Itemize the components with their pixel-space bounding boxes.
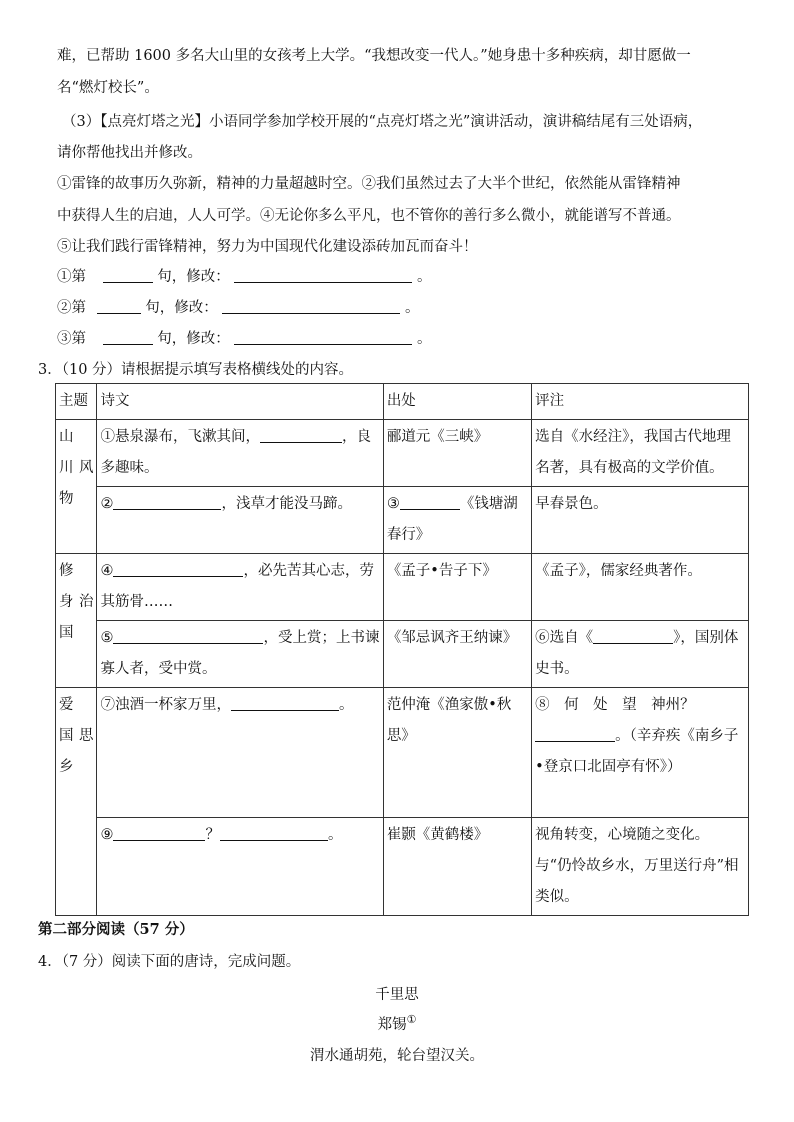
source-cell: 《孟子•告子下》 (383, 554, 531, 621)
topic-cell: 爱 国思乡 (56, 688, 97, 916)
speech-text-3: ⑤让我们践行雷锋精神，努力为中国现代化建设添砖加瓦而奋斗！ (57, 239, 478, 255)
note-cell: 选自《水经注》，我国古代地理名著，具有极高的文学价值。 (532, 420, 749, 487)
q3-title: 3．（10 分）请根据提示填写表格横线处的内容。 (38, 362, 354, 378)
answer-blank-fix[interactable] (234, 330, 412, 345)
header-topic: 主题 (56, 384, 97, 420)
fill-blank[interactable] (113, 495, 221, 510)
poem-cell: ④ ，必先苦其心志，劳其筋骨…… (97, 554, 383, 621)
answer-blank-sentence[interactable] (103, 330, 153, 345)
fill-blank[interactable] (113, 826, 205, 841)
table-row (56, 688, 749, 818)
topic-cell: 山 川风物 (56, 420, 97, 554)
header-poem: 诗文 (97, 384, 383, 420)
speech-text-1: ①雷锋的故事历久弥新，精神的力量超越时空。②我们虽然过去了大半个世纪，依然能从雷锋精神 (57, 176, 681, 192)
part2-heading: 第二部分阅读（57 分） (38, 921, 194, 938)
answer-blank-sentence[interactable] (103, 268, 153, 283)
source-cell: 郦道元《三峡》 (383, 420, 531, 487)
poem-cell: ⑤ ，受上赏；上书谏寡人者，受中赏。 (97, 621, 383, 688)
poem-line-1: 渭水通胡苑，轮台望汉关。 (310, 1048, 484, 1064)
poem-cell: ①悬泉瀑布，飞漱其间， ，良多趣味。 (97, 420, 383, 487)
answer-mark: ②第 (57, 300, 86, 316)
answer-line-2 (57, 296, 419, 317)
footnote-mark: ① (406, 1013, 417, 1027)
note-cell: ⑧ 何 处 望 神州？。（辛弃疾《南乡子•登京口北固亭有怀》） (532, 688, 749, 818)
header-source: 出处 (383, 384, 531, 420)
source-cell: ③ 《钱塘湖春行》 (383, 487, 531, 554)
source-cell: 崔颢《黄鹤楼》 (383, 818, 531, 916)
speech-text-2: 中获得人生的启迪，人人可学。④无论你多么平凡，也不管你的善行多么微小，就能谱写不普通。 (57, 208, 681, 224)
q4-title: 4．（7 分）阅读下面的唐诗，完成问题。 (38, 954, 301, 970)
table-header-row (56, 384, 749, 420)
note-cell: 早春景色。 (532, 487, 749, 554)
header-note: 评注 (532, 384, 749, 420)
answer-line-3 (57, 327, 431, 348)
q3-part3-prompt-1: （3）【点亮灯塔之光】小语同学参加学校开展的“点亮灯塔之光”演讲活动，演讲稿结尾有三处语病， (62, 114, 703, 130)
answer-mid: 句，修改： (157, 331, 230, 347)
table-row (56, 554, 749, 621)
fill-blank[interactable] (535, 727, 615, 742)
note-cell: 视角转变，心境随之变化。与“仍怜故乡水，万里送行舟”相类似。 (532, 818, 749, 916)
answer-line-1 (57, 265, 431, 286)
note-cell: 《孟子》，儒家经典著作。 (532, 554, 749, 621)
fill-blank[interactable] (400, 495, 460, 510)
poem-cell: ⑨ ？ 。 (97, 818, 383, 916)
fill-blank[interactable] (113, 562, 243, 577)
poem-author (0, 1013, 794, 1034)
answer-end: 。 (416, 331, 432, 347)
answer-mid: 句，修改： (145, 300, 218, 316)
answer-blank-fix[interactable] (222, 299, 400, 314)
answer-mark: ①第 (57, 269, 86, 285)
poem-title: 千里思 (375, 987, 419, 1003)
table-row (56, 420, 749, 487)
note-cell: ⑥选自《 》，国别体史书。 (532, 621, 749, 688)
poem-author-name: 郑锡 (377, 1017, 407, 1033)
answer-blank-fix[interactable] (234, 268, 412, 283)
topic-cell: 修 身治国 (56, 554, 97, 688)
poem-cell: ② ，浅草才能没马蹄。 (97, 487, 383, 554)
source-cell: 范仲淹《渔家傲•秋思》 (383, 688, 531, 818)
answer-mark: ③第 (57, 331, 86, 347)
answer-end: 。 (404, 300, 420, 316)
answer-blank-sentence[interactable] (97, 299, 141, 314)
intro-line-2: 名“燃灯校长”。 (57, 80, 159, 96)
table-row (56, 621, 749, 688)
q3-part3-prompt-2: 请你帮他找出并修改。 (57, 145, 202, 161)
answer-end: 。 (416, 269, 432, 285)
source-cell: 《邹忌讽齐王纳谏》 (383, 621, 531, 688)
fill-blank[interactable] (260, 428, 342, 443)
fill-blank[interactable] (113, 629, 263, 644)
fill-blank[interactable] (220, 826, 328, 841)
fill-blank[interactable] (231, 696, 339, 711)
fill-blank[interactable] (593, 629, 673, 644)
table-row (56, 818, 749, 916)
table-row (56, 487, 749, 554)
intro-line-1: 难，已帮助 1600 多名大山里的女孩考上大学。“我想改变一代人。”她身患十多种疾病，却甘愿做一 (57, 48, 691, 64)
poem-cell: ⑦浊酒一杯家万里， 。 (97, 688, 383, 818)
poetry-table (55, 383, 749, 916)
answer-mid: 句，修改： (157, 269, 230, 285)
